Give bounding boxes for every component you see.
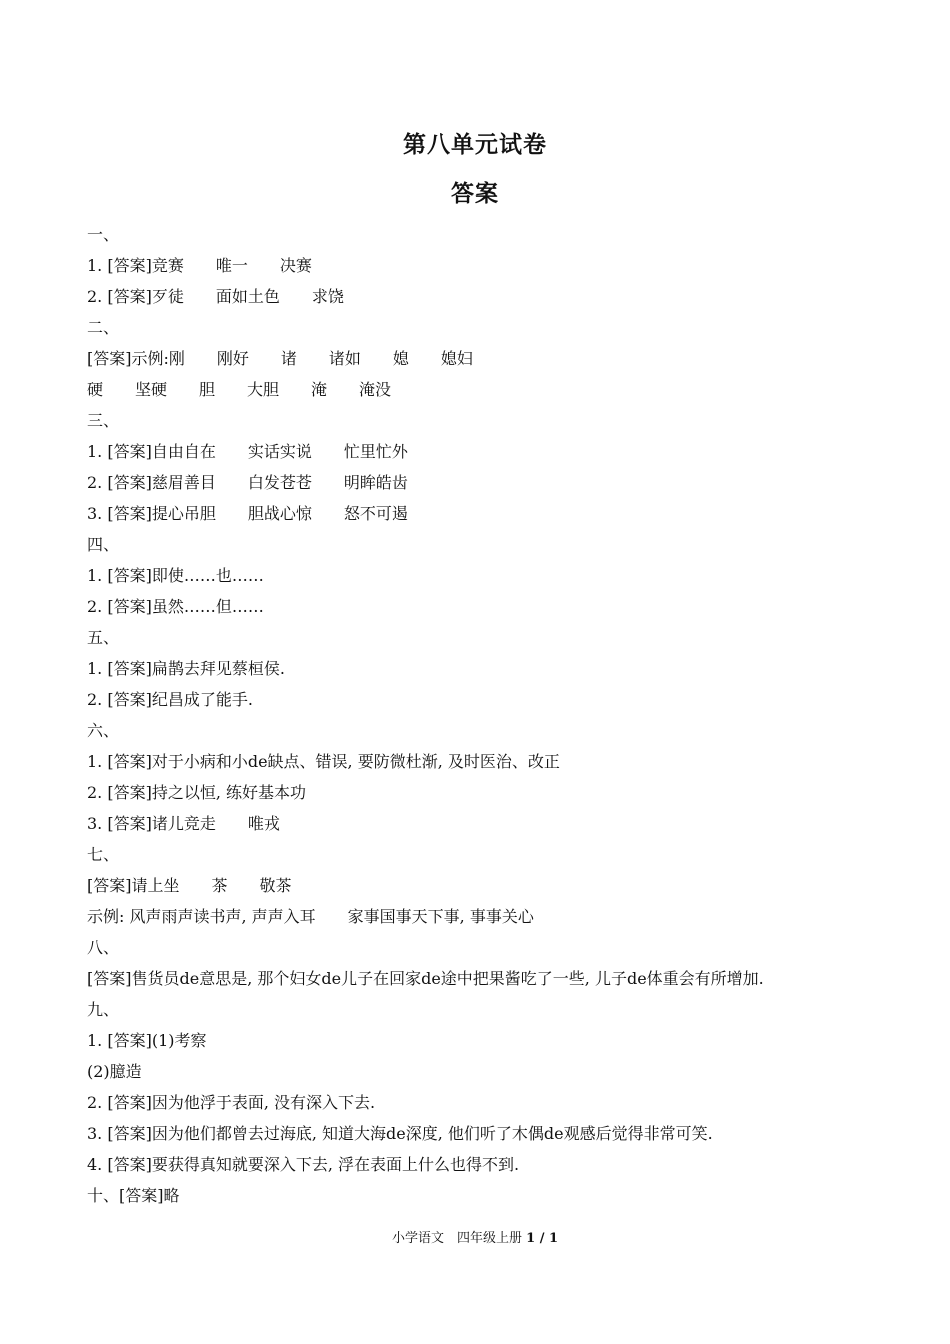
answer-line: 硬 坚硬 胆 大胆 淹 淹没 (87, 380, 392, 399)
page-subtitle: 答案 (451, 181, 499, 207)
answer-line: 2. [答案]纪昌成了能手. (87, 690, 253, 709)
answer-line: 示例: 风声雨声读书声, 声声入耳 家事国事天下事, 事事关心 (87, 907, 534, 926)
answer-line: 2. [答案]歹徒 面如土色 求饶 (87, 287, 344, 306)
answer-line: 十、[答案]略 (87, 1186, 180, 1205)
answer-line: 3. [答案]提心吊胆 胆战心惊 怒不可遏 (87, 504, 408, 523)
footer-subject: 小学语文 四年级上册 (391, 1231, 522, 1246)
page-footer (0, 1227, 950, 1246)
section-heading: 四、 (87, 535, 120, 554)
section-heading: 九、 (87, 1000, 120, 1019)
answer-line: 1. [答案]即使……也…… (87, 566, 264, 585)
section-heading: 八、 (87, 938, 120, 957)
answer-line: 4. [答案]要获得真知就要深入下去, 浮在表面上什么也得不到. (87, 1155, 520, 1174)
answer-line: [答案]示例:刚 刚好 诸 诸如 媳 媳妇 (87, 349, 473, 368)
section-heading: 三、 (87, 411, 120, 430)
answer-line: 2. [答案]持之以恒, 练好基本功 (87, 783, 307, 802)
answer-line: 1. [答案](1)考察 (87, 1031, 207, 1050)
answer-line: [答案]请上坐 茶 敬茶 (87, 876, 292, 895)
page-number: 1 / 1 (526, 1231, 559, 1246)
page-title: 第八单元试卷 (403, 132, 547, 158)
section-heading: 二、 (87, 318, 120, 337)
answer-line: 3. [答案]因为他们都曾去过海底, 知道大海de深度, 他们听了木偶de观感后觉得非常可笑. (87, 1124, 713, 1143)
section-heading: 七、 (87, 845, 120, 864)
answer-line: (2)臆造 (87, 1062, 142, 1081)
answer-line: 1. [答案]自由自在 实话实说 忙里忙外 (87, 442, 408, 461)
answer-line: 2. [答案]虽然……但…… (87, 597, 264, 616)
answer-line: 1. [答案]扁鹊去拜见蔡桓侯. (87, 659, 285, 678)
answer-line: [答案]售货员de意思是, 那个妇女de儿子在回家de途中把果酱吃了一些, 儿子de体重会有所增加. (87, 969, 764, 988)
section-heading: 一、 (87, 225, 120, 244)
answer-line: 2. [答案]因为他浮于表面, 没有深入下去. (87, 1093, 376, 1112)
section-heading: 六、 (87, 721, 120, 740)
answer-line: 3. [答案]诸儿竞走 唯戎 (87, 814, 280, 833)
section-heading: 五、 (87, 628, 120, 647)
answer-line: 1. [答案]对于小病和小de缺点、错误, 要防微杜渐, 及时医治、改正 (87, 752, 560, 771)
answer-list (87, 219, 887, 1211)
answer-line: 2. [答案]慈眉善目 白发苍苍 明眸皓齿 (87, 473, 408, 492)
answer-line: 1. [答案]竞赛 唯一 决赛 (87, 256, 312, 275)
